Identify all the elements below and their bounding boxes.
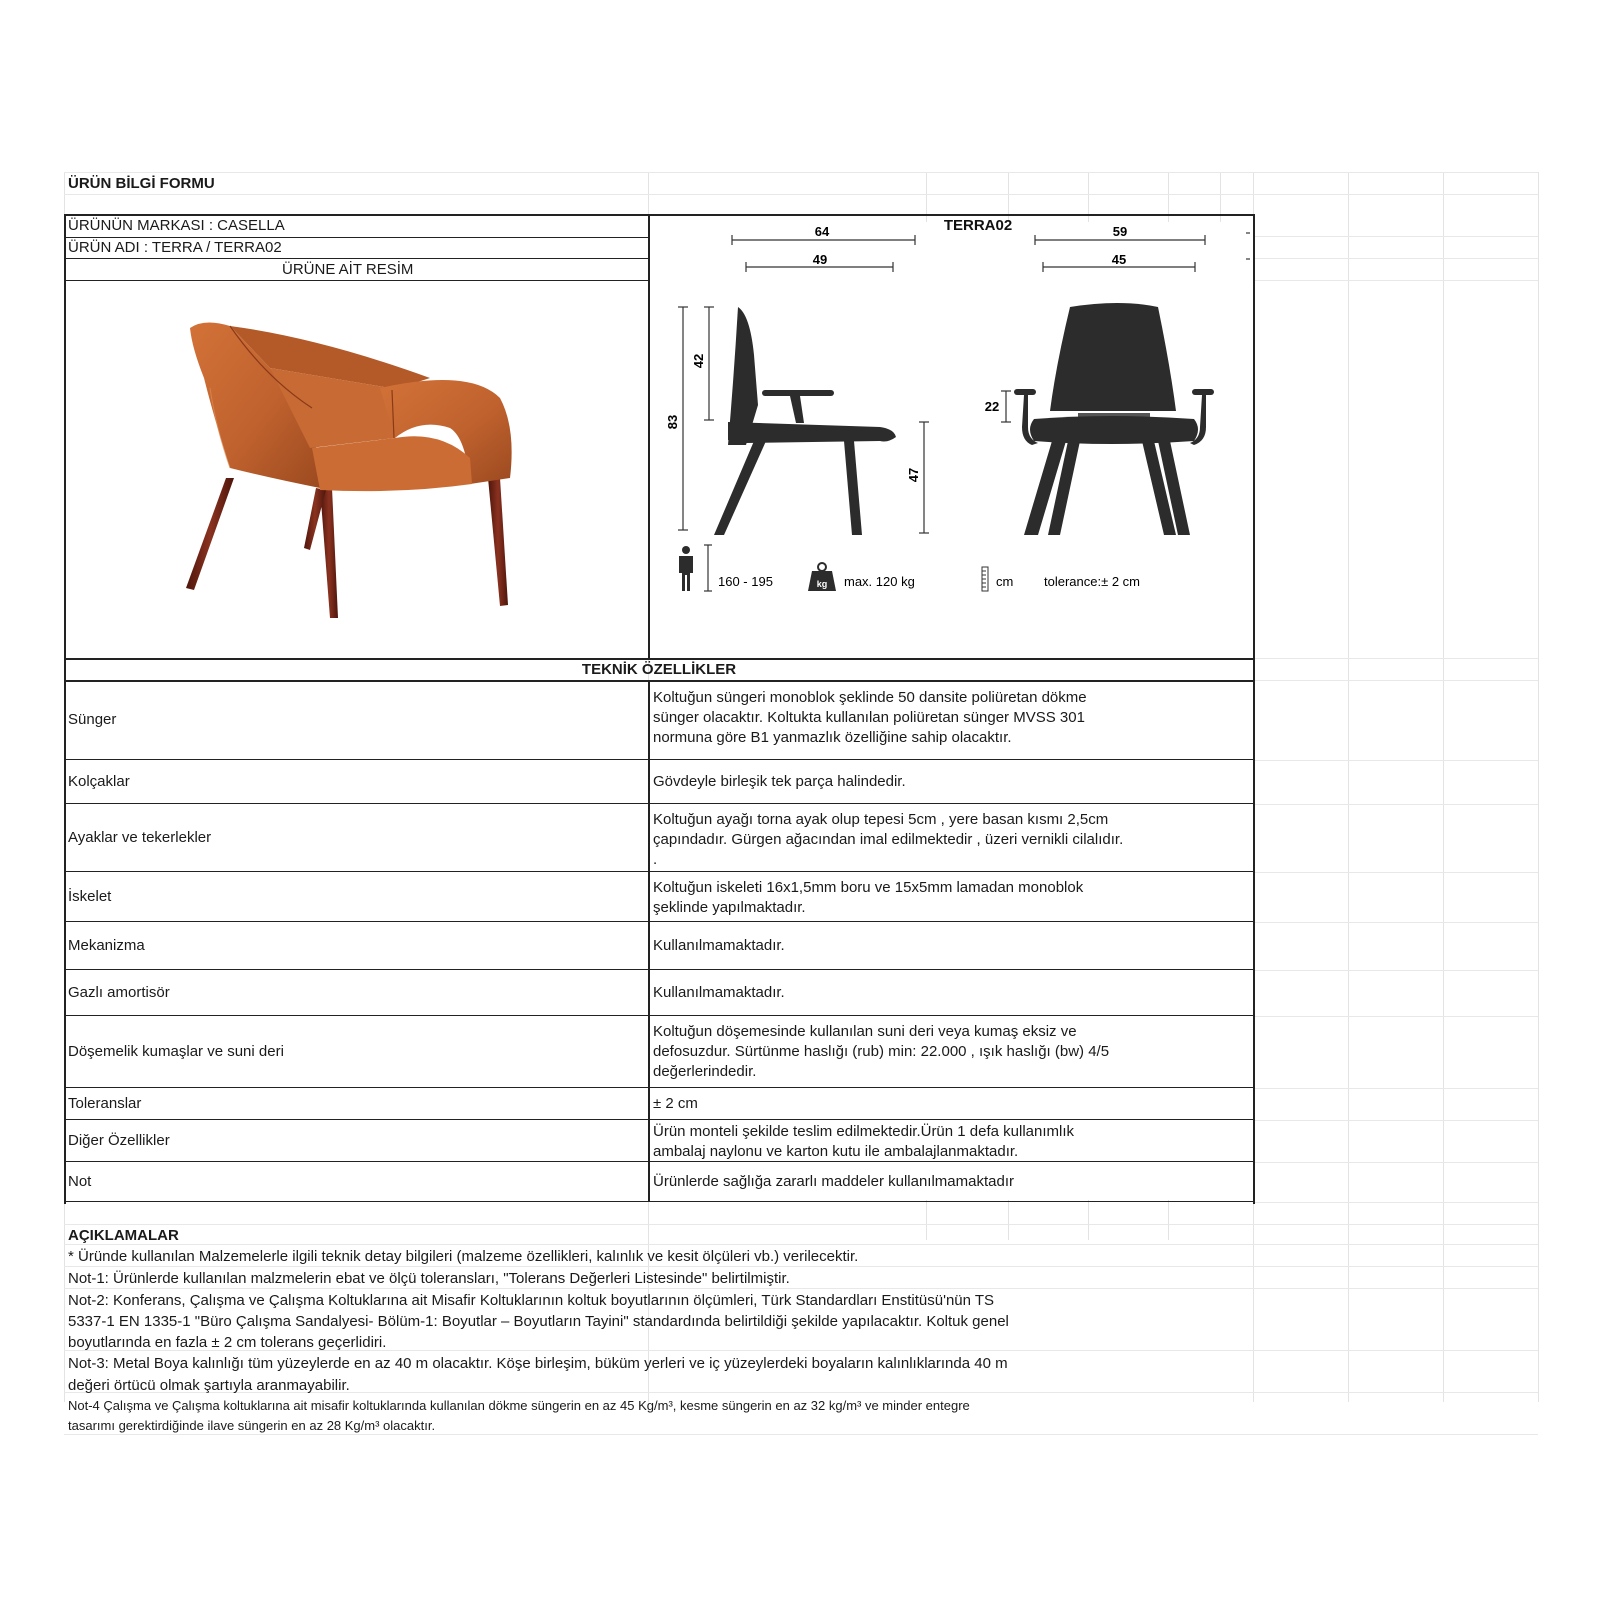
svg-text:kg: kg bbox=[816, 579, 828, 589]
spec-row bbox=[64, 1088, 1254, 1120]
spec-value bbox=[653, 983, 785, 1003]
form-title: ÜRÜN BİLGİ FORMU bbox=[68, 175, 215, 192]
weight-icon bbox=[808, 563, 836, 591]
drawing-model-title: TERRA02 bbox=[943, 217, 1013, 234]
product-photo bbox=[170, 318, 540, 628]
spec-label: Toleranslar bbox=[68, 1095, 142, 1112]
note-line: değeri örtücü olmak şartıyla aranmayabilir. bbox=[68, 1377, 350, 1394]
svg-text:64: 64 bbox=[814, 224, 830, 239]
spec-value-line: Koltuğun süngeri monoblok şeklinde 50 dansite poliüretan dökme bbox=[653, 689, 1087, 706]
note-line: Not-3: Metal Boya kalınlığı tüm yüzeylerde en az 40 m olacaktır. Köşe birleşim, büküm yerleri ve iç yüzeylerdeki boyaların kalınlıklarında 40 m bbox=[68, 1355, 1008, 1372]
spec-label: Sünger bbox=[68, 711, 117, 728]
ruler-icon bbox=[982, 567, 988, 591]
spec-value-line: değerlerindedir. bbox=[653, 1063, 757, 1080]
spec-value bbox=[653, 1022, 1109, 1082]
spec-row bbox=[64, 804, 1254, 872]
person-height-icon bbox=[679, 546, 693, 591]
note-line: Not-4 Çalışma ve Çalışma koltuklarına ait misafir koltuklarında kullanılan dökme süngerin en az 45 Kg/m³, kesme süngerin en az 32 kg/m³ ve minder entegre bbox=[68, 1398, 970, 1413]
note-line: Not-1: Ürünlerde kullanılan malzmelerin ebat ve ölçü toleransları, "Tolerans Değerleri Listesinde" belirtilmiştir. bbox=[68, 1270, 790, 1287]
svg-text:42: 42 bbox=[691, 353, 706, 369]
spec-value-line: Gövdeyle birleşik tek parça halindedir. bbox=[653, 773, 906, 790]
svg-text:59: 59 bbox=[1112, 224, 1128, 239]
spec-value-line: . bbox=[653, 851, 658, 868]
chair-leg-back-left bbox=[186, 478, 234, 590]
spec-value bbox=[653, 1122, 1074, 1162]
spec-value bbox=[653, 1094, 698, 1114]
note-line: tasarımı gerektirdiğinde ilave süngerin en az 28 Kg/m³ olacaktır. bbox=[68, 1418, 436, 1433]
spec-value-line: Koltuğun iskeleti 16x1,5mm boru ve 15x5mm lamadan monoblok bbox=[653, 879, 1084, 896]
spec-label: Not bbox=[68, 1173, 92, 1190]
spec-value bbox=[653, 688, 1087, 748]
spec-value bbox=[653, 936, 785, 956]
spec-row bbox=[64, 1120, 1254, 1162]
unit-label: cm bbox=[996, 574, 1014, 589]
product-name-label: ÜRÜN ADI : TERRA / TERRA02 bbox=[68, 239, 282, 256]
specs-header: TEKNİK ÖZELLİKLER bbox=[581, 661, 737, 678]
svg-text:47: 47 bbox=[906, 467, 921, 483]
spec-label: Mekanizma bbox=[68, 937, 145, 954]
spec-label: Ayaklar ve tekerlekler bbox=[68, 829, 212, 846]
spec-value-line: Ürün monteli şekilde teslim edilmektedir.Ürün 1 defa kullanımlık bbox=[653, 1123, 1075, 1140]
brand-label: ÜRÜNÜN MARKASI : CASELLA bbox=[68, 217, 285, 234]
max-load-label: max. 120 kg bbox=[844, 574, 915, 589]
spec-label: Diğer Özellikler bbox=[68, 1132, 170, 1149]
technical-drawing bbox=[650, 215, 1252, 657]
note-line: 5337-1 EN 1335-1 "Büro Çalışma Sandalyesi- Bölüm-1: Boyutlar – Boyutların Tayini" standardında belirtildiği şekilde yapılacaktır. Koltuk genel bbox=[68, 1313, 1009, 1330]
svg-text:22: 22 bbox=[984, 399, 1000, 414]
spec-row bbox=[64, 1016, 1254, 1088]
spec-value bbox=[653, 1172, 1014, 1192]
chair-leg-front-right bbox=[488, 478, 508, 606]
spec-row bbox=[64, 922, 1254, 970]
svg-text:49: 49 bbox=[812, 252, 828, 267]
notes-title: AÇIKLAMALAR bbox=[68, 1227, 179, 1244]
spec-label: İskelet bbox=[68, 888, 112, 905]
chair-leg-front-left bbox=[320, 488, 338, 618]
spec-label: Kolçaklar bbox=[68, 773, 130, 790]
spec-value-line: Koltuğun ayağı torna ayak olup tepesi 5cm , yere basan kısmı 2,5cm bbox=[653, 811, 1109, 828]
spec-value-line: Kullanılmamaktadır. bbox=[653, 984, 785, 1001]
note-line: Not-2: Konferans, Çalışma ve Çalışma Koltuklarına ait Misafir Koltuklarının koltuk boyutlarının ölçümleri, Türk Standardları Enstitüsü'nün TS bbox=[68, 1292, 995, 1309]
note-line: boyutlarında en fazla ± 2 cm tolerans geçerlidiri. bbox=[68, 1334, 387, 1351]
spec-value-line: ambalaj naylonu ve karton kutu ile ambalajlanmaktadır. bbox=[653, 1143, 1019, 1160]
image-label: ÜRÜNE AİT RESİM bbox=[282, 261, 414, 278]
spec-value-line: Ürünlerde sağlığa zararlı maddeler kullanılmamaktadır bbox=[653, 1173, 1014, 1190]
spec-value bbox=[653, 878, 1083, 918]
dim-arm-height bbox=[1001, 391, 1011, 422]
spec-value-line: şeklinde yapılmaktadır. bbox=[653, 899, 806, 916]
spec-value-line: Kullanılmamaktadır. bbox=[653, 937, 785, 954]
spec-value-line: çapındadır. Gürgen ağacından imal edilmektedir , üzeri vernikli cilalıdır. bbox=[653, 831, 1124, 848]
spec-row bbox=[64, 872, 1254, 922]
spec-label: Gazlı amortisör bbox=[68, 984, 170, 1001]
svg-text:83: 83 bbox=[665, 414, 680, 430]
spec-row bbox=[64, 970, 1254, 1016]
spec-value-line: ± 2 cm bbox=[653, 1095, 698, 1112]
side-view-chair bbox=[714, 307, 896, 535]
spec-value bbox=[653, 772, 906, 792]
spec-value-line: Koltuğun döşemesinde kullanılan suni deri veya kumaş eksiz ve bbox=[653, 1023, 1077, 1040]
spec-row bbox=[64, 1162, 1254, 1202]
spec-row bbox=[64, 680, 1254, 760]
spec-row bbox=[64, 760, 1254, 804]
svg-text:45: 45 bbox=[1111, 252, 1127, 267]
spec-value bbox=[653, 810, 1123, 870]
tolerance-label: tolerance:± 2 cm bbox=[1044, 574, 1141, 589]
note-line: * Üründe kullanılan Malzemelerle ilgili teknik detay bilgileri (malzeme özellikleri, kalınlık ve kesit ölçüleri vb.) verilecektir. bbox=[68, 1248, 859, 1265]
spec-value-line: sünger olacaktır. Koltukta kullanılan poliüretan sünger MVSS 301 bbox=[653, 709, 1085, 726]
person-range-label: 160 - 195 bbox=[718, 574, 773, 589]
front-view-chair bbox=[1014, 303, 1214, 535]
spec-value-line: normuna göre B1 yanmazlık özelliğine sahip olacaktır. bbox=[653, 729, 1012, 746]
spec-label: Döşemelik kumaşlar ve suni deri bbox=[68, 1043, 284, 1060]
spec-value-line: defosuzdur. Sürtünme haslığı (rub) min: 22.000 , ışık haslığı (bw) 4/5 bbox=[653, 1043, 1110, 1060]
